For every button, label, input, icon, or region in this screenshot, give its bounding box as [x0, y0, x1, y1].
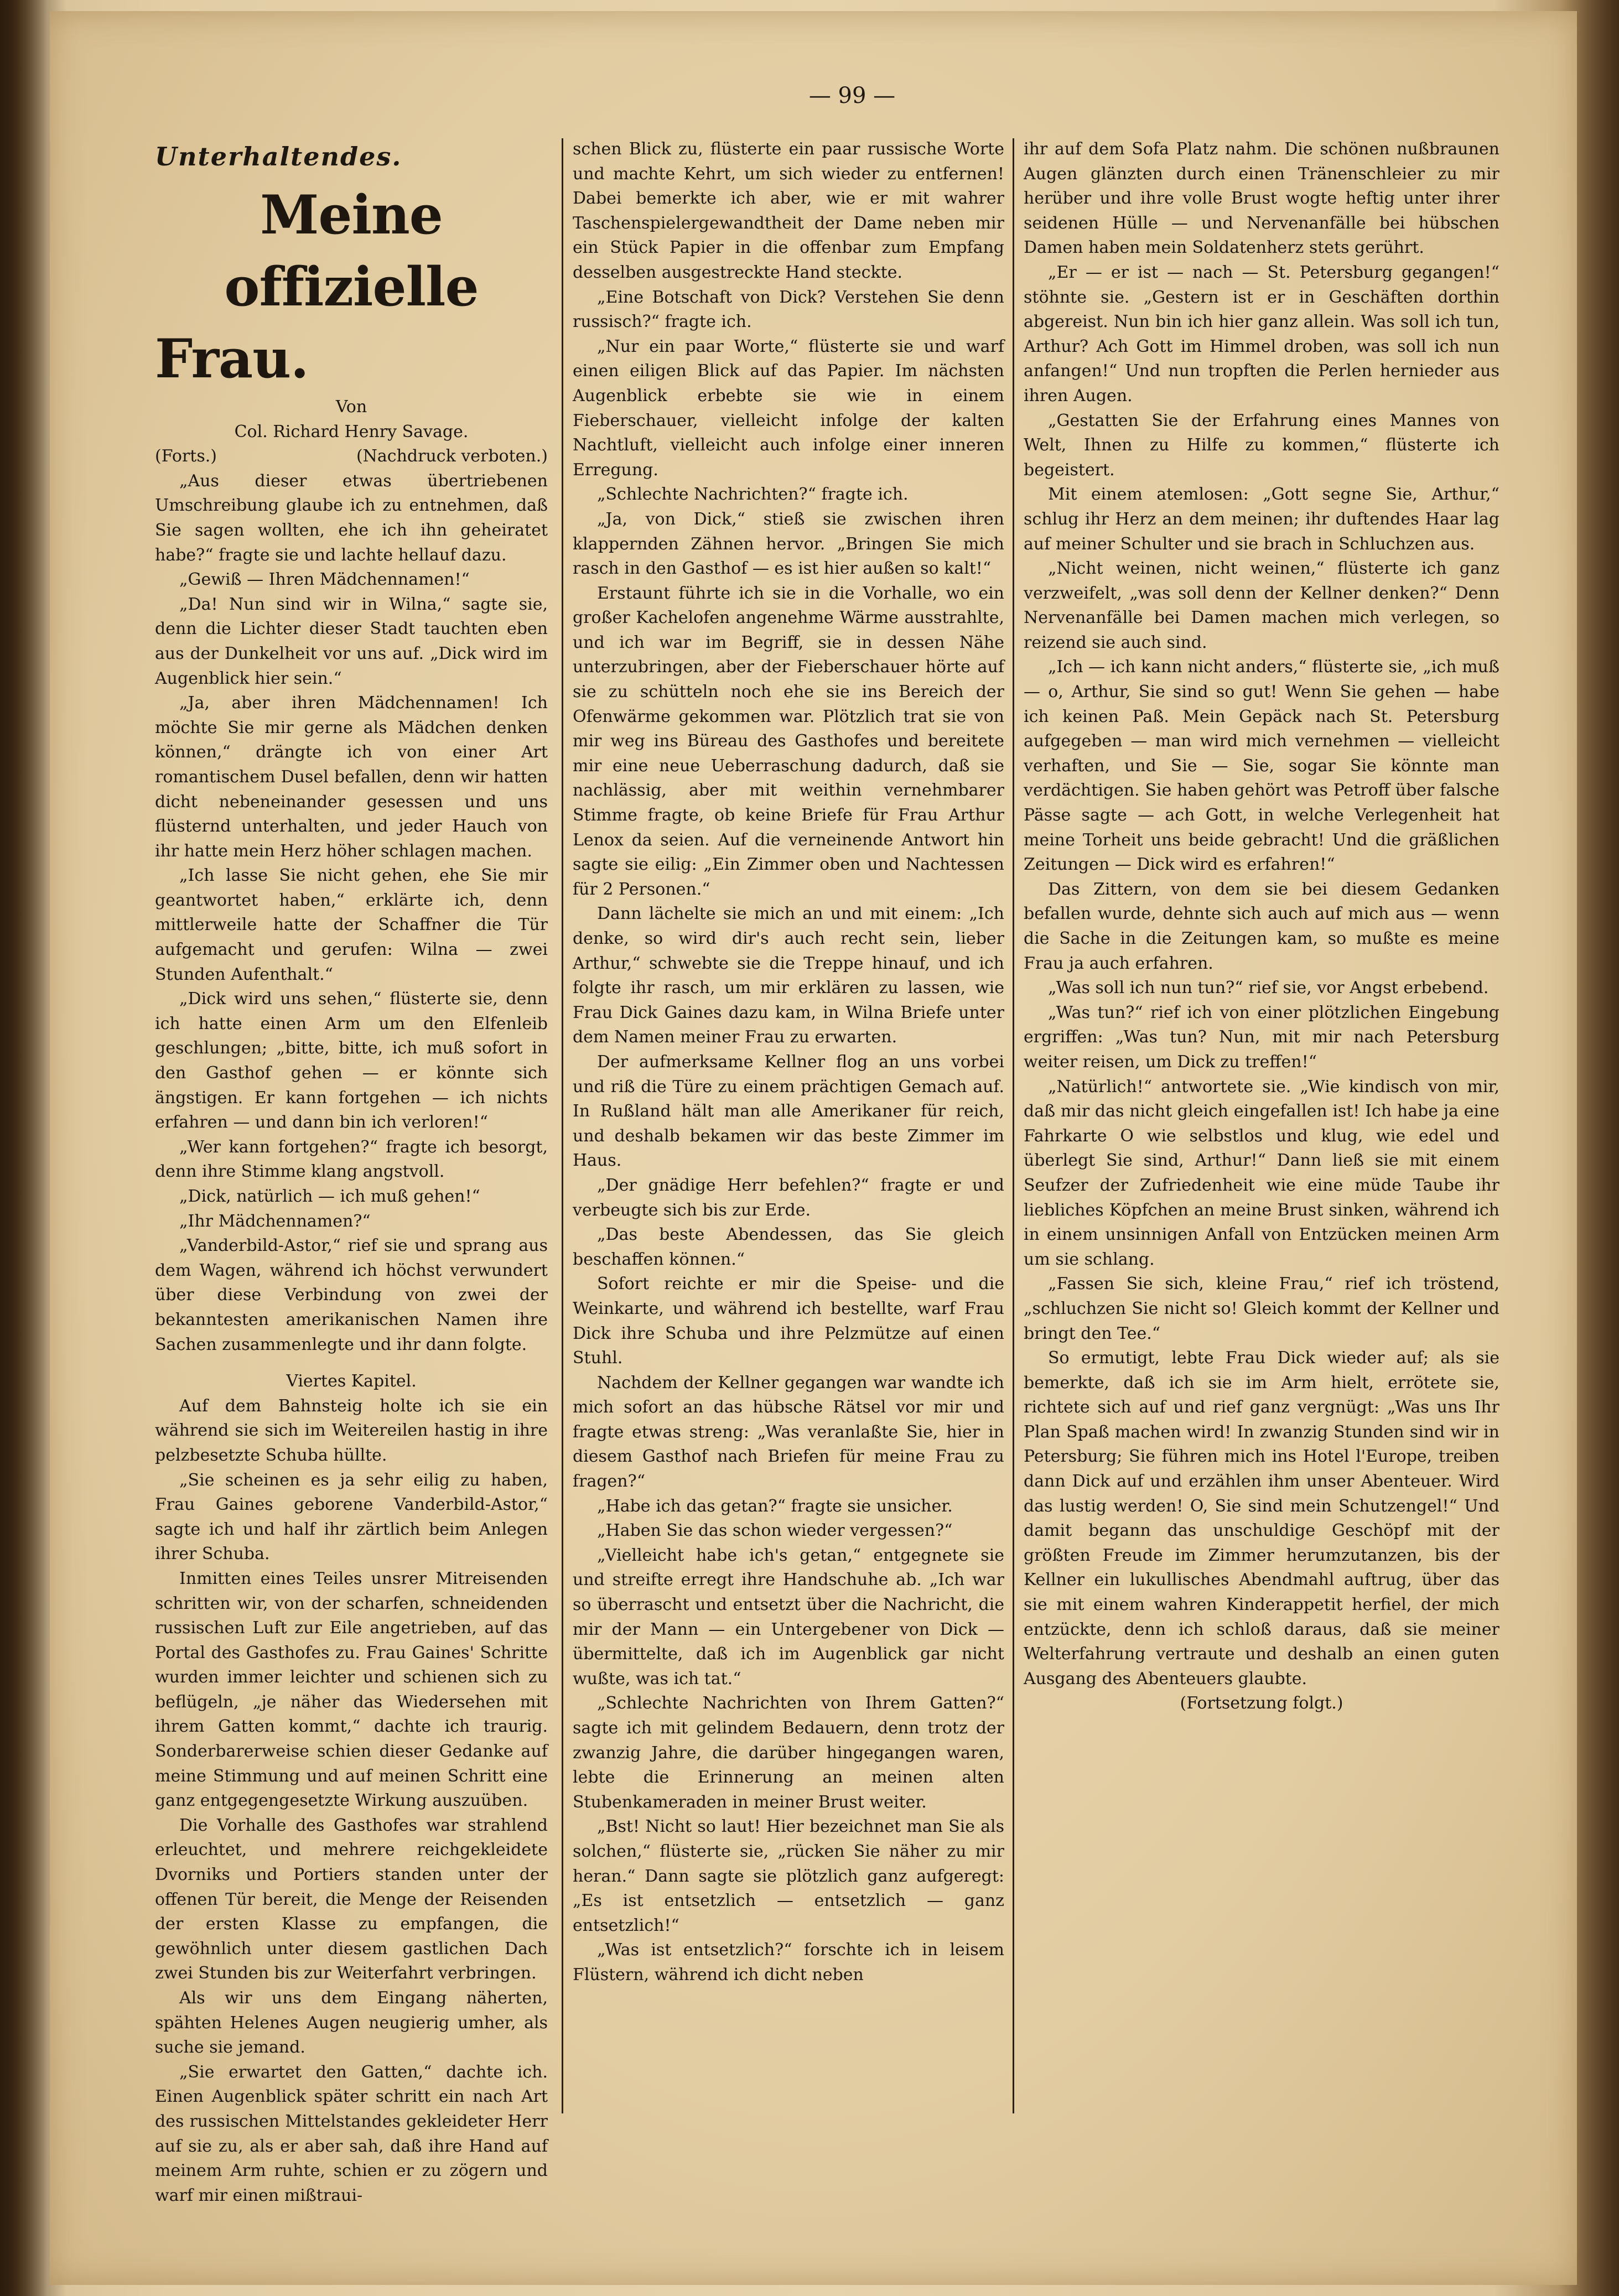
reprint-note: (Nachdruck verboten.): [356, 446, 548, 466]
paragraph: „Da! Nun sind wir in Wilna,“ sagte sie, denn die Lichter dieser Stadt tauchten eben aus der Dunkelheit vor uns auf. „Dick wird im Augenblick hier sein.“: [155, 594, 548, 688]
paragraph: „Natürlich!“ antwortete sie. „Wie kindisch von mir, daß mir das nicht gleich eingefallen ist! Ich habe ja eine Fahrkarte O wie selbstlos und klug, wie edel und überlegt Sie sind, Arthur!“ Dann ließ sie mit einem Seufzer der Zufriedenheit wie eine müde Taube ihr liebliches Köpfchen an meine Brust sinken, während ich in einem unsinnigen Anfall von Entzücken meinen Arm um sie schlang.: [1024, 1077, 1499, 1269]
byline-von: Von: [335, 397, 367, 417]
paragraph: „Nur ein paar Worte,“ flüsterte sie und warf einen eiligen Blick auf das Papier. Im nächsten Augenblick erbebte sie wie in einem Fieberschauer, vielleicht infolge der kalten Nachtluft, vielleicht auch infolge einer inneren Erregung.: [573, 336, 1004, 480]
column-3: [1024, 137, 1499, 1716]
paragraph: „Das beste Abendessen, das Sie gleich beschaffen können.“: [573, 1225, 1004, 1269]
paragraph: Nachdem der Kellner gegangen war wandte ich mich sofort an das hübsche Rätsel vor mir und fragte etwas streng: „Was veranlaßte Sie, hier in diesem Gasthof nach Briefen für meine Frau zu fragen?“: [573, 1373, 1004, 1492]
page-number: — 99 —: [808, 83, 896, 108]
article-title: Meine offizielle Frau.: [155, 184, 479, 390]
paragraph: „Vanderbild-Astor,“ rief sie und sprang aus dem Wagen, während ich höchst verwundert über diese Verbindung von zwei der bekanntesten amerikanischen Namen ihre Sachen zusammenlegte und ihr dann folgte.: [155, 1236, 548, 1354]
paragraph: „Sie scheinen es ja sehr eilig zu haben, Frau Gaines geborene Vanderbild-Astor,“ sagte ich und half ihr zärtlich beim Anlegen ihrer Schuba.: [155, 1470, 548, 1564]
author-name: Col. Richard Henry Savage.: [234, 422, 469, 441]
paragraph: „Was soll ich nun tun?“ rief sie, vor Angst erbebend.: [1048, 978, 1489, 998]
paragraph: Dann lächelte sie mich an und mit einem: „Ich denke, so wird dir's auch recht sein, lieber Arthur,“ schwebte sie die Treppe hinauf, und ich folgte ihr rasch, um mir erklären zu lassen, wie Frau Dick Gaines dazu kam, in Wilna Briefe unter dem Namen meiner Frau zu erwarten.: [573, 904, 1004, 1047]
column-rule-2: [1013, 138, 1014, 2113]
paragraph: „Was tun?“ rief ich von einer plötzlichen Eingebung ergriffen: „Was tun? Nun, mit mir nach Petersburg weiter reisen, um Dick zu treffen!“: [1024, 1002, 1499, 1072]
notes-row: [155, 444, 548, 469]
paragraph: „Was ist entsetzlich?“ forschte ich in leisem Flüstern, während ich dicht neben: [573, 1940, 1004, 1985]
column-rule-1: [562, 138, 563, 2113]
paragraph: „Eine Botschaft von Dick? Verstehen Sie denn russisch?“ fragte ich.: [573, 287, 1004, 332]
section-heading: Unterhaltendes.: [155, 142, 402, 172]
paragraph: Der aufmerksame Kellner flog an uns vorbei und riß die Türe zu einem prächtigen Gemach auf. In Rußland hält man alle Amerikaner für reich, und deshalb bekamen wir das beste Zimmer im Haus.: [573, 1052, 1004, 1171]
paragraph: „Ihr Mädchennamen?“: [179, 1211, 371, 1231]
paragraph: schen Blick zu, flüsterte ein paar russische Worte und machte Kehrt, um sich wieder zu entfernen! Dabei bemerkte ich aber, wie er mit wahrer Taschenspielergewandtheit der Dame neben mir ein Stück Papier in die offenbar zum Empfang desselben ausgestreckte Hand steckte.: [573, 139, 1004, 282]
paragraph: „Aus dieser etwas übertriebenen Umschreibung glaube ich zu entnehmen, daß Sie sagen wollten, ehe ich ihn geheiratet habe?“ fragte sie und lachte hellauf dazu.: [155, 471, 548, 565]
paragraph: „Vielleicht habe ich's getan,“ entgegnete sie und streifte erregt ihre Handschuhe ab. „Ich war so überrascht und entsetzt über die Nachricht, die mir der Mann — ein Untergebener von Dick — übermittelte, daß ich im Augenblick gar nicht wußte, was ich tat.“: [573, 1545, 1004, 1689]
paragraph: „Dick wird uns sehen,“ flüsterte sie, denn ich hatte einen Arm um den Elfenleib geschlungen; „bitte, bitte, ich muß sofort in den Gasthof gehen — er könnte sich ängstigen. Er kann fortgehen — ich nichts erfahren — und dann bin ich verloren!“: [155, 989, 548, 1133]
paragraph: „Bst! Nicht so laut! Hier bezeichnet man Sie als solchen,“ flüsterte sie, „rücken Sie näher zu mir heran.“ Dann sagte sie plötzlich ganz aufgeregt: „Es ist entsetzlich — entsetzlich — ganz entsetzlich!“: [573, 1817, 1004, 1935]
paragraph: Als wir uns dem Eingang näherten, spähten Helenes Augen neugierig umher, als suche sie jemand.: [155, 1988, 548, 2058]
paragraph: ihr auf dem Sofa Platz nahm. Die schönen nußbraunen Augen glänzten durch einen Tränenschleier zu mir herüber und ihre volle Brust wogte heftig unter ihrer seidenen Hülle — und Nervenanfälle bei hübschen Damen haben mein Soldatenherz stets gerührt.: [1024, 139, 1499, 258]
continued-note: (Forts.): [155, 446, 217, 466]
paragraph: „Ja, aber ihren Mädchennamen! Ich möchte Sie mir gerne als Mädchen denken können,“ drängte ich von einer Art romantischem Dusel befallen, denn wir hatten dicht nebeneinander gesessen und uns flüsternd unterhalten, und jeder Hauch von ihr hatte mein Herz höher schlagen machen.: [155, 693, 548, 861]
column-2: [573, 137, 1004, 1988]
paragraph: Auf dem Bahnsteig holte ich sie ein während sie sich im Weitereilen hastig in ihre pelzbesetzte Schuba hüllte.: [155, 1396, 548, 1465]
paragraph: „Habe ich das getan?“ fragte sie unsicher.: [597, 1496, 953, 1516]
paragraph: „Fassen Sie sich, kleine Frau,“ rief ich tröstend, „schluchzen Sie nicht so! Gleich kommt der Kellner und bringt den Tee.“: [1024, 1274, 1499, 1343]
paragraph: Das Zittern, von dem sie bei diesem Gedanken befallen wurde, dehnte sich auch auf mich aus — wenn die Sache in die Zeitungen kam, so mußte es meine Frau ja auch erfahren.: [1024, 879, 1499, 973]
paragraph: „Ich lasse Sie nicht gehen, ehe Sie mir geantwortet haben,“ erklärte ich, denn mittlerweile hatte der Schaffner die Tür aufgemacht und gerufen: Wilna — zwei Stunden Aufenthalt.“: [155, 866, 548, 984]
paragraph: Die Vorhalle des Gasthofes war strahlend erleuchtet, und mehrere reichgekleidete Dvorniks und Portiers standen unter der offenen Tür bereit, die Menge der Reisenden der ersten Klasse zu empfangen, die gewöhnlich unter diesem gastlichen Dach zwei Stunden bis zur Weiterfahrt verbringen.: [155, 1815, 548, 1983]
paragraph: Mit einem atemlosen: „Gott segne Sie, Arthur,“ schlug ihr Herz an dem meinen; ihr duftendes Haar lag auf meiner Schulter und sie brach in Schluchzen aus.: [1024, 485, 1499, 554]
paragraph: Inmitten eines Teiles unsrer Mitreisenden schritten wir, von der scharfen, schneidenden russischen Luft zur Eile angetrieben, auf das Portal des Gasthofes zu. Frau Gaines' Schritte wurden immer leichter und schienen sich zu beflügeln, „je näher das Wiedersehen mit ihrem Gatten kommt,“ dachte ich traurig. Sonderbarerweise schien dieser Gedanke auf meine Stimmung und auf meinen Schritt eine ganz entgegengesetzte Wirkung auszuüben.: [155, 1568, 548, 1811]
paragraph: „Er — er ist — nach — St. Petersburg gegangen!“ stöhnte sie. „Gestern ist er in Geschäften dorthin abgereist. Nun bin ich hier ganz allein. Was soll ich tun, Arthur? Ach Gott im Himmel droben, was soll ich nun anfangen!“ Und nun tropften die Perlen hernieder aus ihren Augen.: [1024, 262, 1499, 406]
paragraph: „Nicht weinen, nicht weinen,“ flüsterte ich ganz verzweifelt, „was soll denn der Kellner denken?“ Denn Nervenanfälle bei Damen machen mich verlegen, so reizend sie auch sind.: [1024, 559, 1499, 652]
paragraph: „Schlechte Nachrichten?“ fragte ich.: [597, 485, 909, 505]
paragraph: Erstaunt führte ich sie in die Vorhalle, wo ein großer Kachelofen angenehme Wärme ausstrahlte, und ich war im Begriff, sie in dessen Nähe unterzubringen, aber der Fieberschauer hörte auf sie zu schütteln noch ehe sie ins Bereich der Ofenwärme gekommen war. Plötzlich trat sie von mir weg ins Büreau des Gasthofes und bereitete mir eine neue Ueberraschung dadurch, daß sie nachlässig, aber mit weithin vernehmbarer Stimme fragte, ob keine Briefe für Frau Arthur Lenox da seien. Auf die verneinende Antwort hin sagte sie eilig: „Ein Zimmer oben und Nachtessen für 2 Personen.“: [573, 583, 1004, 899]
paragraph: „Gewiß — Ihren Mädchennamen!“: [179, 570, 470, 590]
paragraph: „Schlechte Nachrichten von Ihrem Gatten?“ sagte ich mit gelindem Bedauern, denn trotz der zwanzig Jahre, die darüber hingegangen waren, lebte die Erinnerung an meinen alten Stubenkameraden in meiner Brust weiter.: [573, 1694, 1004, 1812]
paragraph: „Haben Sie das schon wieder vergessen?“: [597, 1521, 953, 1541]
paragraph: „Sie erwartet den Gatten,“ dachte ich. Einen Augenblick später schritt ein nach Art des russischen Mittelstandes gekleideter Herr auf sie zu, als er aber sah, daß ihre Hand auf meinem Arm ruhte, schien er zu zögern und warf mir einen mißtraui-: [155, 2062, 548, 2205]
paragraph: „Gestatten Sie der Erfahrung eines Mannes von Welt, Ihnen zu Hilfe zu kommen,“ flüsterte ich begeistert.: [1024, 411, 1499, 480]
paragraph: „Der gnädige Herr befehlen?“ fragte er und verbeugte sich bis zur Erde.: [573, 1175, 1004, 1220]
newspaper-page: [50, 11, 1577, 2285]
paragraph: Sofort reichte er mir die Speise- und die Weinkarte, und während ich bestellte, warf Frau Dick ihre Schuba und ihre Pelzmütze auf einen Stuhl.: [573, 1274, 1004, 1368]
paragraph: „Ja, von Dick,“ stieß sie zwischen ihren klappernden Zähnen hervor. „Bringen Sie mich rasch in den Gasthof — es ist hier außen so kalt!“: [573, 509, 1004, 579]
paragraph: „Wer kann fortgehen?“ fragte ich besorgt, denn ihre Stimme klang angstvoll.: [155, 1137, 548, 1182]
paragraph: „Dick, natürlich — ich muß gehen!“: [179, 1187, 480, 1206]
to-be-continued-note: (Fortsetzung folgt.): [1180, 1694, 1343, 1713]
paragraph: So ermutigt, lebte Frau Dick wieder auf; als sie bemerkte, daß ich sie im Arm hielt, errötete sie, richtete sich auf und rief ganz vergnügt: „Was uns Ihr Plan Spaß machen wird! In zwanzig Stunden sind wir in Petersburg; Sie führen mich ins Hotel l'Europe, treiben dann Dick auf und erzählen ihm unser Abenteuer. Wird das lustig werden! O, Sie sind mein Schutzengel!“ Und damit begann das unschuldige Geschöpf mit der größten Freude im Zimmer herumzutanzen, bis der Kellner ein lukullisches Abendmahl auftrug, über das sie mit einem wahren Kinderappetit herfiel, der mich entzückte, denn ich schloß daraus, daß sie meiner Welterfahrung vertraute und deshalb an einen guten Ausgang des Abenteuers glaubte.: [1024, 1348, 1499, 1689]
column-1: [155, 137, 548, 2208]
chapter-heading: Viertes Kapitel.: [286, 1372, 417, 1391]
paragraph: „Ich — ich kann nicht anders,“ flüsterte sie, „ich muß — o, Arthur, Sie sind so gut! Wenn Sie gehen — habe ich keinen Paß. Mein Gepäck nach St. Petersburg aufgegeben — man wird mich vernehmen — vielleicht verhaften, und Sie — Sie, sogar Sie könnte man verdächtigen. Sie haben gehört was Petroff über falsche Pässe sagte — ach Gott, in welche Verlegenheit hat meine Torheit uns beide gebracht! Und die gräßlichen Zeitungen — Dick wird es erfahren!“: [1024, 657, 1499, 875]
